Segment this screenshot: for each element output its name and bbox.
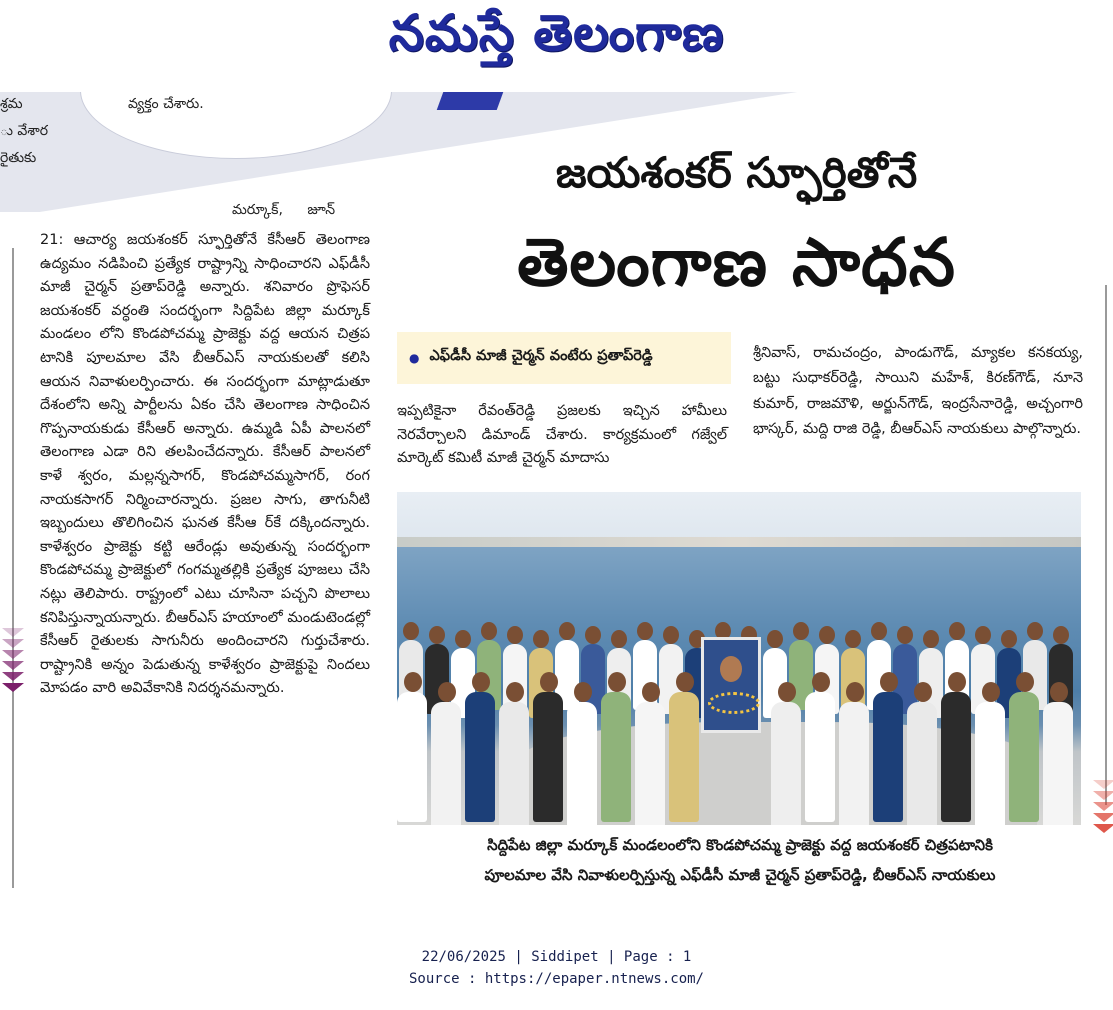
crowd-person <box>397 692 427 822</box>
crowd-person-head <box>559 622 575 640</box>
page-marker-icon <box>1093 780 1113 789</box>
right-page-markers <box>1093 780 1113 835</box>
page-marker-icon <box>2 650 24 659</box>
news-photo <box>397 492 1081 825</box>
crowd-person <box>1043 702 1073 825</box>
crowd-person <box>499 702 529 825</box>
crowd-person-head <box>574 682 592 702</box>
page-footer <box>0 946 1113 990</box>
crowd-person-head <box>611 630 627 648</box>
headline-line-1: జయశంకర్ స్ఫూర్తితోనే <box>555 148 918 197</box>
crowd-person-head <box>676 672 694 692</box>
crowd-person-head <box>585 626 601 644</box>
garland-icon <box>708 692 760 714</box>
crowd-person-head <box>429 626 445 644</box>
crowd-person <box>601 692 631 822</box>
crowd-person-head <box>880 672 898 692</box>
source-link[interactable]: Source : https://epaper.ntnews.com/ <box>408 971 704 987</box>
subheading-box <box>397 332 731 384</box>
fragment-text: రైతుకు <box>0 150 37 166</box>
left-page-markers <box>2 628 22 694</box>
crowd-person-head <box>637 622 653 640</box>
crowd-person <box>533 692 563 822</box>
portrait-face <box>720 656 742 682</box>
crowd-person-head <box>778 682 796 702</box>
crowd-person <box>669 692 699 822</box>
crowd-person-head <box>1053 626 1069 644</box>
crowd-person-head <box>1001 630 1017 648</box>
crowd-person-head <box>663 626 679 644</box>
decorative-accent <box>437 92 504 110</box>
page-marker-icon <box>2 672 24 681</box>
crowd-person <box>941 692 971 822</box>
crowd-person <box>805 692 835 822</box>
crowd-person-head <box>948 672 966 692</box>
crowd-person-head <box>982 682 1000 702</box>
column-rule-left <box>12 248 14 888</box>
crowd-person-head <box>846 682 864 702</box>
crowd-person-head <box>507 626 523 644</box>
edition-info: 22/06/2025 | Siddipet | Page : 1 <box>421 949 692 965</box>
crowd-person-head <box>506 682 524 702</box>
crowd-person-head <box>1050 682 1068 702</box>
page-marker-icon <box>2 628 24 637</box>
crowd-person <box>635 702 665 825</box>
crowd-person <box>975 702 1005 825</box>
crowd-person <box>465 692 495 822</box>
page-marker-icon <box>2 639 24 648</box>
crowd-person-head <box>767 630 783 648</box>
crowd-person-head <box>845 630 861 648</box>
crowd-person-head <box>472 672 490 692</box>
crowd-person-head <box>871 622 887 640</box>
crowd-person-head <box>914 682 932 702</box>
crowd-person <box>567 702 597 825</box>
crowd-person-head <box>975 626 991 644</box>
caption-line-2: పూలమాల వేసి నివాళులర్పిస్తున్న ఎఫ్‌డీసీ మాజీ చైర్మన్ ప్రతాప్‌రెడ్డి, బీఆర్‌ఎస్ నాయకులు <box>484 866 996 884</box>
page-marker-icon <box>2 661 24 670</box>
column-rule-right <box>1105 285 1107 805</box>
fragment-text: శ్రమ <box>0 96 23 112</box>
page-marker-icon <box>1093 824 1113 833</box>
caption-line-1: సిద్దిపేట జిల్లా మర్కూక్ మండలంలోని కొండపోచమ్మ ప్రాజెక్టు వద్ద జయశంకర్ చిత్రపటానికి <box>487 836 993 854</box>
crowd-person-head <box>923 630 939 648</box>
crowd-person-head <box>1027 622 1043 640</box>
dateline: మర్కూక్, జూన్ <box>232 202 336 218</box>
subheading-text: ఎఫ్‌డీసీ మాజీ చైర్మన్ వంటేరు ప్రతాప్‌రెడ్డి <box>429 348 653 364</box>
jayashankar-portrait <box>701 637 761 733</box>
crowd-person <box>1009 692 1039 822</box>
page-marker-icon <box>1093 813 1113 822</box>
page-marker-icon <box>1093 802 1113 811</box>
crowd-person-head <box>949 622 965 640</box>
crowd-person-head <box>533 630 549 648</box>
crowd-person <box>907 702 937 825</box>
crowd-person-head <box>540 672 558 692</box>
masthead-logo: నమస్తే తెలంగాణ <box>388 3 725 62</box>
crowd-person <box>839 702 869 825</box>
photo-shoreline <box>397 537 1081 547</box>
crowd-person-head <box>642 682 660 702</box>
article-body-middle: ఇప్పటికైనా రేవంత్‌రెడ్డి ప్రజలకు ఇచ్చిన హామీలు నెరవేర్చాలని డిమాండ్ చేశారు. కార్యక్రమంలో గజ్వేల్ మార్కెట్ కమిటీ మాజీ చైర్మన్ మాదాసు <box>397 403 727 467</box>
headline-line-2: తెలంగాణ సాధన <box>517 224 956 301</box>
crowd-person-head <box>812 672 830 692</box>
page-marker-icon <box>1093 791 1113 800</box>
crowd-person <box>771 702 801 825</box>
crowd-person-head <box>819 626 835 644</box>
crowd-person-head <box>455 630 471 648</box>
crowd-person-head <box>438 682 456 702</box>
article-body-right: శ్రీనివాస్, రామచంద్రం, పాండుగౌడ్, మ్యాకల కనకయ్య, బట్టు సుధాకర్‌రెడ్డి, సాయిని మహేశ్, కిరణ్‌గౌడ్, నూనె కుమార్, రాజమౌళి, అర్జున్‌గౌడ్, ఇంద్రసేనారెడ్డి, అచ్చంగారి భాస్కర్, మద్ది రాజి రెడ్డి, బీఆర్‌ఎస్ నాయకులు పాల్గొన్నారు. <box>753 345 1083 438</box>
photo-caption <box>420 830 1060 890</box>
page-marker-icon <box>2 683 24 692</box>
crowd-person <box>431 702 461 825</box>
fragment-text: వ్యక్తం చేశారు. <box>128 96 204 112</box>
crowd-person-head <box>897 626 913 644</box>
fragment-text: ు వేశార <box>0 123 48 139</box>
crowd-person-head <box>793 622 809 640</box>
crowd-person-head <box>404 672 422 692</box>
crowd-person <box>873 692 903 822</box>
crowd-person-head <box>403 622 419 640</box>
crowd-person-head <box>1016 672 1034 692</box>
crowd-person-head <box>481 622 497 640</box>
bullet-icon: ● <box>409 351 420 365</box>
article-body-left <box>40 229 370 701</box>
crowd-person-head <box>608 672 626 692</box>
body-paragraph: 21: ఆచార్య జయశంకర్ స్ఫూర్తితోనే కేసీఆర్ తెలంగాణ ఉద్యమం నడిపించి ప్రత్యేక రాష్ట్రాన్ని సాధించారని ఎఫ్‌డీసీ మాజీ చైర్మన్ ప్రతాప్‌రెడ్డి అన్నారు. శనివారం ప్రొఫెసర్ జయశంకర్ వర్ధంతి సందర్భంగా సిద్దిపేట జిల్లా మర్కూక్ మండలం లోని కొండపోచమ్మ ప్రాజెక్టు వద్ద ఆయన చిత్రప టానికి పూలమాల వేసి బీఆర్‌ఎస్ నాయకులతో కలిసి ఆయన నివాళులర్పించారు. ఈ సందర్భంగా మాట్లాడుతూ దేశంలోని అన్ని పార్టీలను ఏకం చేసి తెలంగాణ సాధించిన గొప్పనాయకుడు కేసీఆర్ అన్నారు. ఉమ్మడి ఏపీ పాలనలో తెలంగాణ ఎడా రిని తలపించేదన్నారు. కేసీఆర్ పాలనలో కాళే శ్వరం, మల్లన్నసాగర్, కొండపోచమ్మసాగర్, రంగ నాయకసాగర్ నిర్మించారన్నారు. ప్రజల సాగు, తాగునీటి ఇబ్బందులు తొలిగించిన ఘనత కేసీఆ ర్‌కే దక్కిందన్నారు. కాళేశ్వరం ప్రాజెక్టు కట్టి ఆరేండ్లు అవుతున్న సందర్భంగా కొండపోచమ్మ ప్రాజెక్టులో గంగమ్మతల్లికి ప్రత్యేక పూజలు చేసి నట్లు తెలిపారు. రాష్ట్రంలో ఎటు చూసినా పచ్చని పొలాలు కనిపిస్తున్నాయన్నారు. బీఆర్‌ఎస్ హయాంలో మండుటెండల్లో కేసీఆర్ రైతులకు సాగునీరు అందించారని గుర్తుచేశారు. రాష్ట్రానికి అన్నం పెడుతున్న కాళేశ్వరం ప్రాజెక్టుపై నిందలు మోపడం వారి అవివేకానికి నిదర్శనమన్నారు. <box>40 232 370 697</box>
